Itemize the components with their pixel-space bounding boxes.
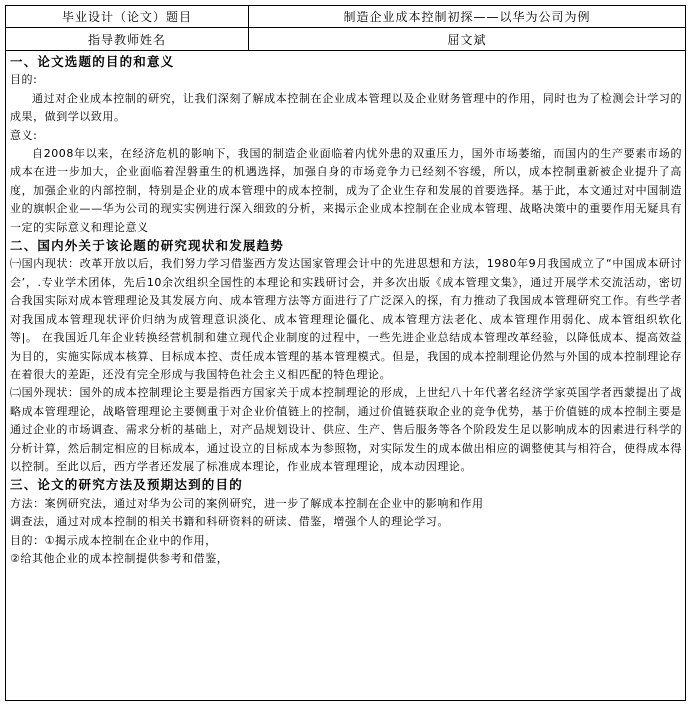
goal-line-2: ②给其他企业的成本控制提供参考和借鉴， (10, 551, 229, 565)
method-line-1: 方法：案例研究法，通过对华为公司的案例研究，进一步了解成本控制在企业中的影响和作用 (10, 496, 484, 510)
proposal-form (5, 5, 686, 701)
thesis-title-value: 制造企业成本控制初探——以华为公司为例 (343, 10, 591, 24)
meaning-label: 意义: (10, 128, 38, 142)
thesis-title-label: 毕业设计（论文）题目 (6, 6, 249, 27)
domestic-status-text: ㈠国内现状：改革开放以后，我们努力学习借鉴西方发达国家管理会计中的先进思想和方法，1980年9月我国成立了“中国成本研讨会’，.专业学术团体，先后10余次组织全国性的本理论和实践研讨会，并多次出版《成本管理文集》，通过开展学术交流活动，密切合我国实际对成本管理理论及其发展方向、成本管理方法等方面进行了广泛深入的探，有力推动了我国成本管理研究工作。有些学者对我国成本管理现状评价归纳为成管理意识淡化、成本管理理论僵化、成本管理方法老化、成本管理作用弱化、成本管组织软化等|。 在我国近几年企业转换经营机制和建立现代企业制度的过程中，一些先进企业总结成本管理改革经验，以降低成本、提高效益为目的，实施实际成本核算、目标成本控、责任成本管理的基本管理模式。但是，我国的成本控制理论仍然与外国的成本控制理论存在着很大的差距，还没有完全形成与我国特色社会主义相匹配的特色理论。 (10, 257, 682, 381)
meaning-text: 自2008年以来，在经济危机的影响下，我国的制造企业面临着内忧外患的双重压力，国外市场萎缩，而国内的生产要素市场的成本在进一步加大，企业面临着涅磐重生的机遇选择，加强自身的市场竞争力已经刻不容缓，所以，成本控制重新被企业提升了高度，加强企业的内部控制，特别是企业的成本管理中的成本控制，成为了企业生存和发展的首要选择。基于此，本文通过对中国制造业的旗帜企业——华为公司的现实实例进行深入细致的分析，来揭示企业成本控制在企业成本管理、战略决策中的重要作用无疑具有一定的实际意义和理论意义 (10, 147, 682, 234)
foreign-status-text: ㈡国外现状：国外的成本控制理论主要是指西方国家关于成本控制理论的形成，上世纪八十年代著名经济学家英国学者西蒙提出了战略成本管理理论，战略管理理论主要侧重于对企业价值链上的控制，通过价值链获取企业的竞争优势，基于价值链的成本控制主要是通过企业的市场调查、需求分析的基础上，对产品规划设计、供应、生产、售后服务等各个阶段发生足以影响成本的因素进行科学的分析计算，然后制定相应的目标成本，通过设立的目标成本为参照物，对实际发生的成本做出相应的调整使其与相符合，使得成本得以控制。至此以后，西方学者还发展了标准成本理论，作业成本管理理论，成本动因理论。 (10, 386, 682, 473)
advisor-label: 指导教师姓名 (6, 28, 249, 50)
section3-heading: 三、论文的研究方法及预期达到的目的 (10, 477, 243, 493)
advisor-value: 屈文斌 (447, 32, 487, 47)
section2-heading: 二、国内外关于该论题的研究现状和发展趋势 (10, 238, 285, 254)
advisor-row (6, 28, 685, 51)
goal-line-1: 目的：①揭示成本控制在企业中的作用， (10, 533, 217, 547)
section1-heading: 一、论文选题的目的和意义 (10, 54, 175, 69)
title-row (6, 6, 685, 28)
method-line-2: 调查法，通过对成本控制的相关书籍和科研资料的研读、借鉴，增强个人的理论学习。 (10, 515, 449, 529)
purpose-label: 目的: (10, 73, 38, 87)
purpose-text: 通过对企业成本控制的研究，让我们深刻了解成本控制在企业成本管理以及企业财务管理中的作用，同时也为了检测会计学习的成果，做到学以致用。 (10, 91, 682, 124)
proposal-body (10, 53, 682, 568)
